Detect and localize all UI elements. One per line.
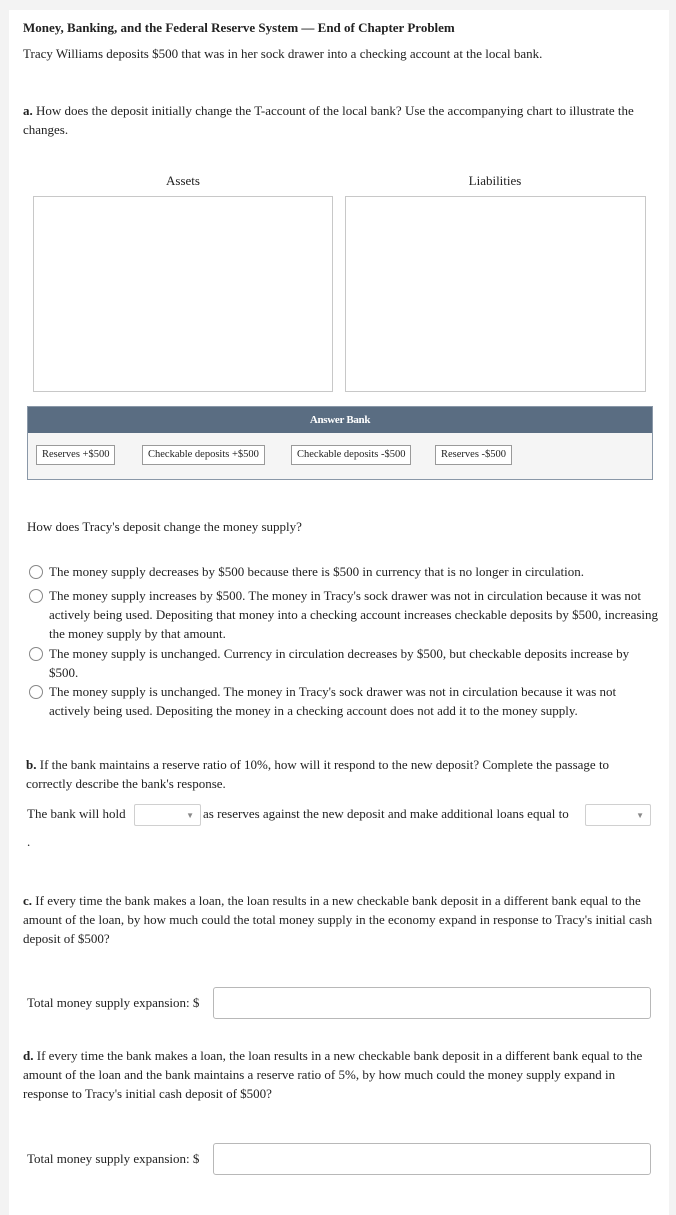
liabilities-header: Liabilities [468, 173, 522, 188]
part-b-sentence-mid: as reserves against the new deposit and make additional loans equal to [203, 806, 569, 821]
part-d-text: If every time the bank makes a loan, the loan results in a new checkable bank deposit in a different bank equal to the amount of the loan and the bank maintains a reserve ratio of 5%, by how much could the money supply expand in response to Tracy's initial cash deposit of $500? [23, 1048, 643, 1101]
part-d-question [23, 1046, 659, 1103]
assets-dropzone[interactable] [33, 196, 333, 392]
part-b-period: . [27, 834, 31, 849]
part-a-text: How does the deposit initially change the T-account of the local bank? Use the accompanying chart to illustrate the changes. [23, 103, 634, 137]
chip-reserves-plus-500[interactable]: Reserves +$500 [36, 445, 115, 465]
option-4-radio[interactable] [29, 685, 43, 699]
part-a-label: a. [23, 103, 33, 118]
part-b-label: b. [26, 757, 37, 772]
loans-amount-select[interactable] [585, 804, 651, 826]
chip-checkable-deposits-minus-500[interactable]: Checkable deposits -$500 [291, 445, 411, 465]
part-c-expansion-input[interactable] [213, 987, 651, 1019]
part-c-label: c. [23, 893, 33, 908]
problem-page [9, 10, 669, 1215]
option-3-text[interactable]: The money supply is unchanged. Currency in circulation decreases by $500, but checkable deposits increase by $500. [49, 646, 630, 680]
reserves-amount-select[interactable] [134, 804, 201, 826]
option-1-radio[interactable] [29, 565, 43, 579]
part-c-text: If every time the bank makes a loan, the loan results in a new checkable bank deposit in a different bank equal to the amount of the loan, by how much could the total money supply in the economy expand in response to Tracy's initial cash deposit of $500? [23, 893, 653, 946]
part-b-sentence-start: The bank will hold [27, 806, 126, 821]
option-3-radio[interactable] [29, 647, 43, 661]
part-b-question [26, 755, 654, 793]
money-supply-question: How does Tracy's deposit change the money supply? [27, 519, 302, 534]
option-2-radio[interactable] [29, 589, 43, 603]
part-c-input-label: Total money supply expansion: $ [27, 995, 200, 1010]
answer-bank-title: Answer Bank [28, 407, 652, 433]
part-d-label: d. [23, 1048, 34, 1063]
problem-intro: Tracy Williams deposits $500 that was in her sock drawer into a checking account at the local bank. [23, 46, 543, 61]
part-d-input-label: Total money supply expansion: $ [27, 1151, 200, 1166]
chevron-down-icon: ▼ [636, 811, 644, 820]
chevron-down-icon: ▼ [186, 811, 194, 820]
option-4-text[interactable]: The money supply is unchanged. The money in Tracy's sock drawer was not in circulation because it was not actively being used. Depositing the money in a checking account does not add it to the money supply. [49, 684, 617, 718]
chip-checkable-deposits-plus-500[interactable]: Checkable deposits +$500 [142, 445, 265, 465]
option-2-text[interactable]: The money supply increases by $500. The money in Tracy's sock drawer was not in circulation because it was not actively being used. Depositing that money into a checking account increases checkable deposits by $500, increasing the money supply by that amount. [49, 588, 659, 641]
part-a-question [23, 101, 655, 139]
part-b-text: If the bank maintains a reserve ratio of 10%, how will it respond to the new deposit? Complete the passage to correctly describe the bank's response. [26, 757, 610, 791]
part-d-expansion-input[interactable] [213, 1143, 651, 1175]
assets-header: Assets [166, 173, 200, 188]
liabilities-dropzone[interactable] [345, 196, 646, 392]
answer-bank [27, 406, 653, 480]
option-1-text[interactable]: The money supply decreases by $500 because there is $500 in currency that is no longer in circulation. [49, 564, 585, 579]
page-title: Money, Banking, and the Federal Reserve System — End of Chapter Problem [23, 20, 455, 35]
chip-reserves-minus-500[interactable]: Reserves -$500 [435, 445, 512, 465]
part-c-question [23, 891, 659, 948]
